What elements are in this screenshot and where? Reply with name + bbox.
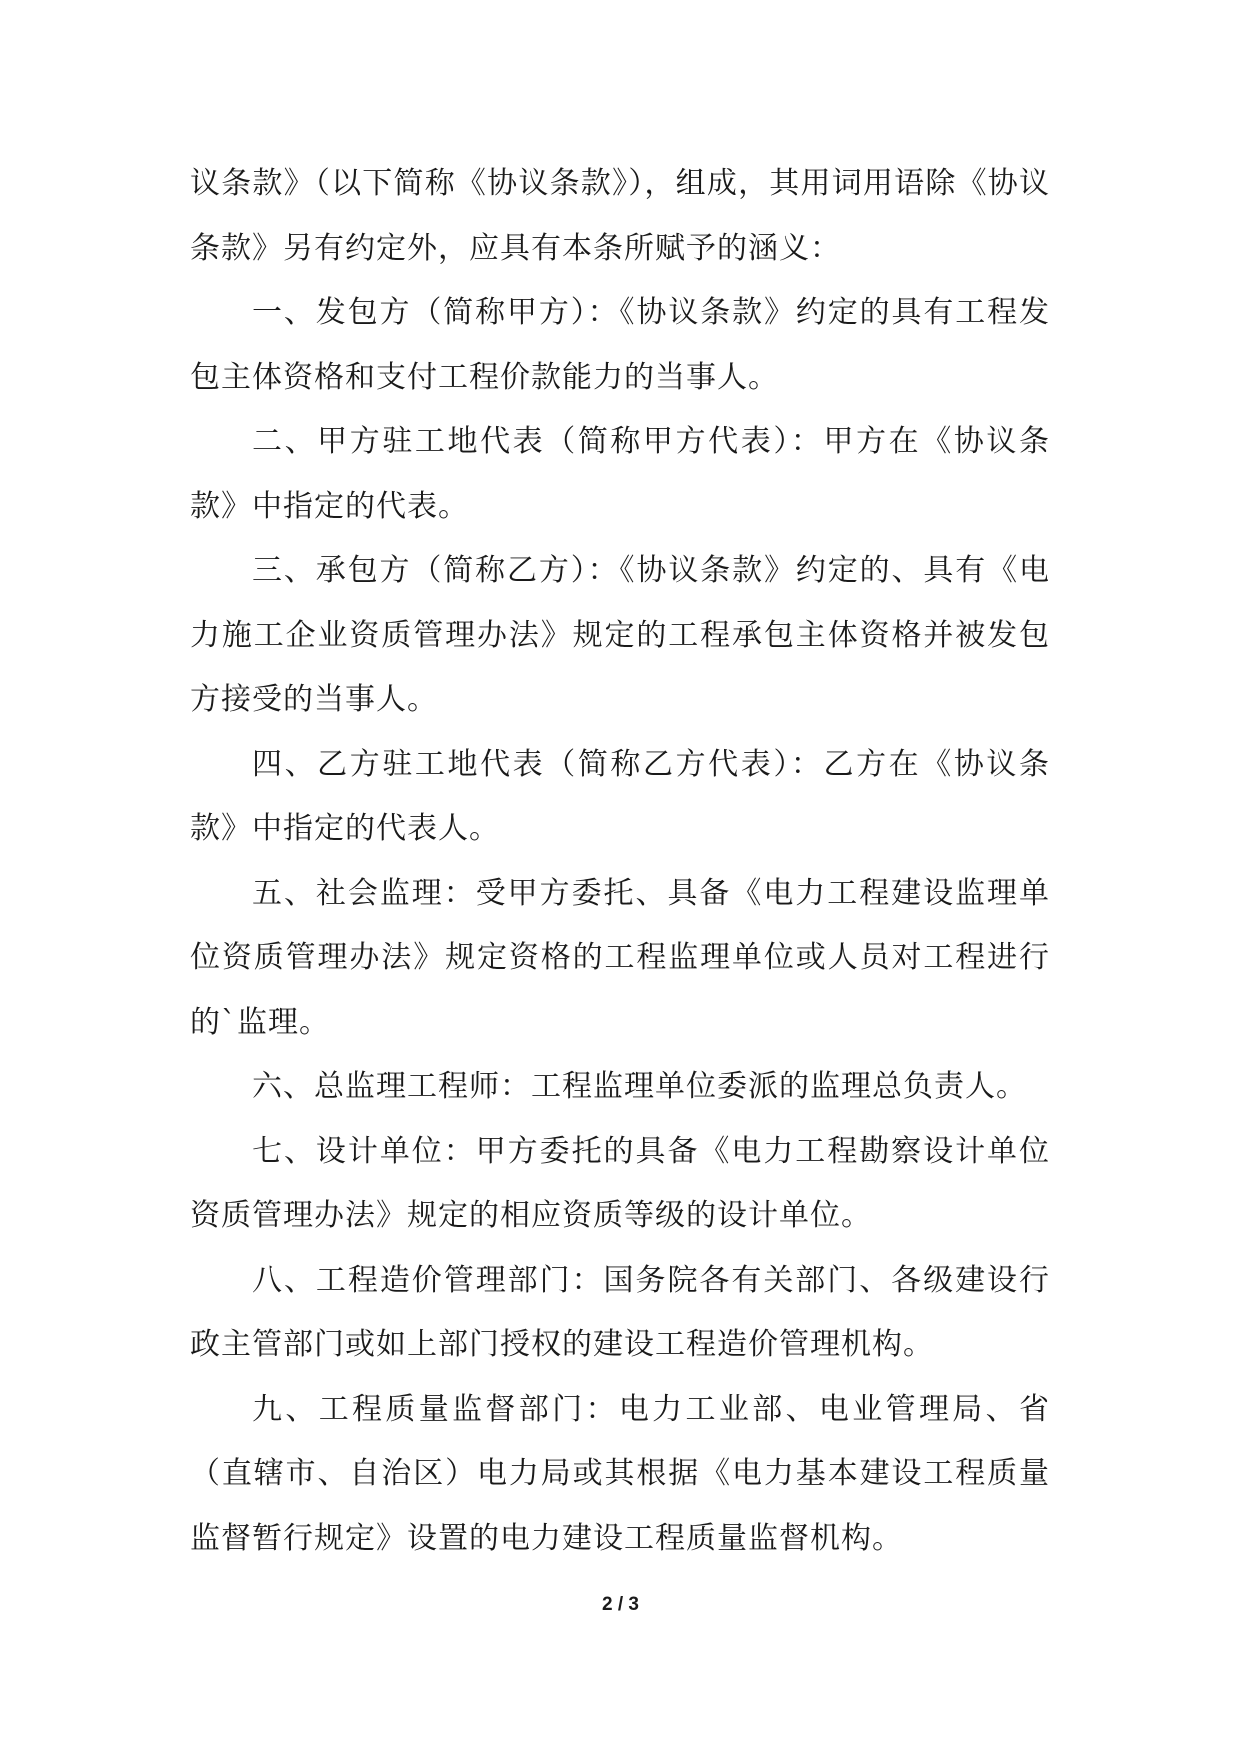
- page-number: 2 / 3: [602, 1594, 639, 1615]
- paragraph-definition-chief-engineer: 六、总监理工程师：工程监理单位委派的监理总负责人。: [252, 1069, 1027, 1104]
- paragraph-definition-quality-supervision: 九、工程质量监督部门：电力工业部、电业管理局、省（直辖市、自治区）电力局或其根据《电力基本建设工程质量监督暂行规定》设置的电力建设工程质量监督机构。: [190, 1391, 1050, 1556]
- paragraph-definition-contractor-representative: 四、乙方驻工地代表（简称乙方代表）：乙方在《协议条款》中指定的代表人。: [190, 746, 1050, 846]
- paragraph-definition-employer-representative: 二、甲方驻工地代表（简称甲方代表）：甲方在《协议条款》中指定的代表。: [190, 424, 1050, 524]
- paragraph-definition-contractor: 三、承包方（简称乙方）：《协议条款》约定的、具有《电力施工企业资质管理办法》规定的工程承包主体资格并被发包方接受的当事人。: [190, 553, 1050, 717]
- paragraph-definition-supervision: 五、社会监理：受甲方委托、具备《电力工程建设监理单位资质管理办法》规定资格的工程监理单位或人员对工程进行的`监理。: [190, 875, 1050, 1040]
- paragraph-continuation: 议条款》（以下简称《协议条款》），组成，其用词用语除《协议条款》另有约定外，应具有本条所赋予的涵义：: [190, 166, 1050, 266]
- document-body: [190, 152, 1050, 1571]
- paragraph-definition-employer: 一、发包方（简称甲方）：《协议条款》约定的具有工程发包主体资格和支付工程价款能力的当事人。: [190, 295, 1050, 395]
- paragraph-definition-design-unit: 七、设计单位：甲方委托的具备《电力工程勘察设计单位资质管理办法》规定的相应资质等级的设计单位。: [190, 1133, 1050, 1233]
- paragraph-definition-cost-management: 八、工程造价管理部门：国务院各有关部门、各级建设行政主管部门或如上部门授权的建设工程造价管理机构。: [190, 1262, 1050, 1362]
